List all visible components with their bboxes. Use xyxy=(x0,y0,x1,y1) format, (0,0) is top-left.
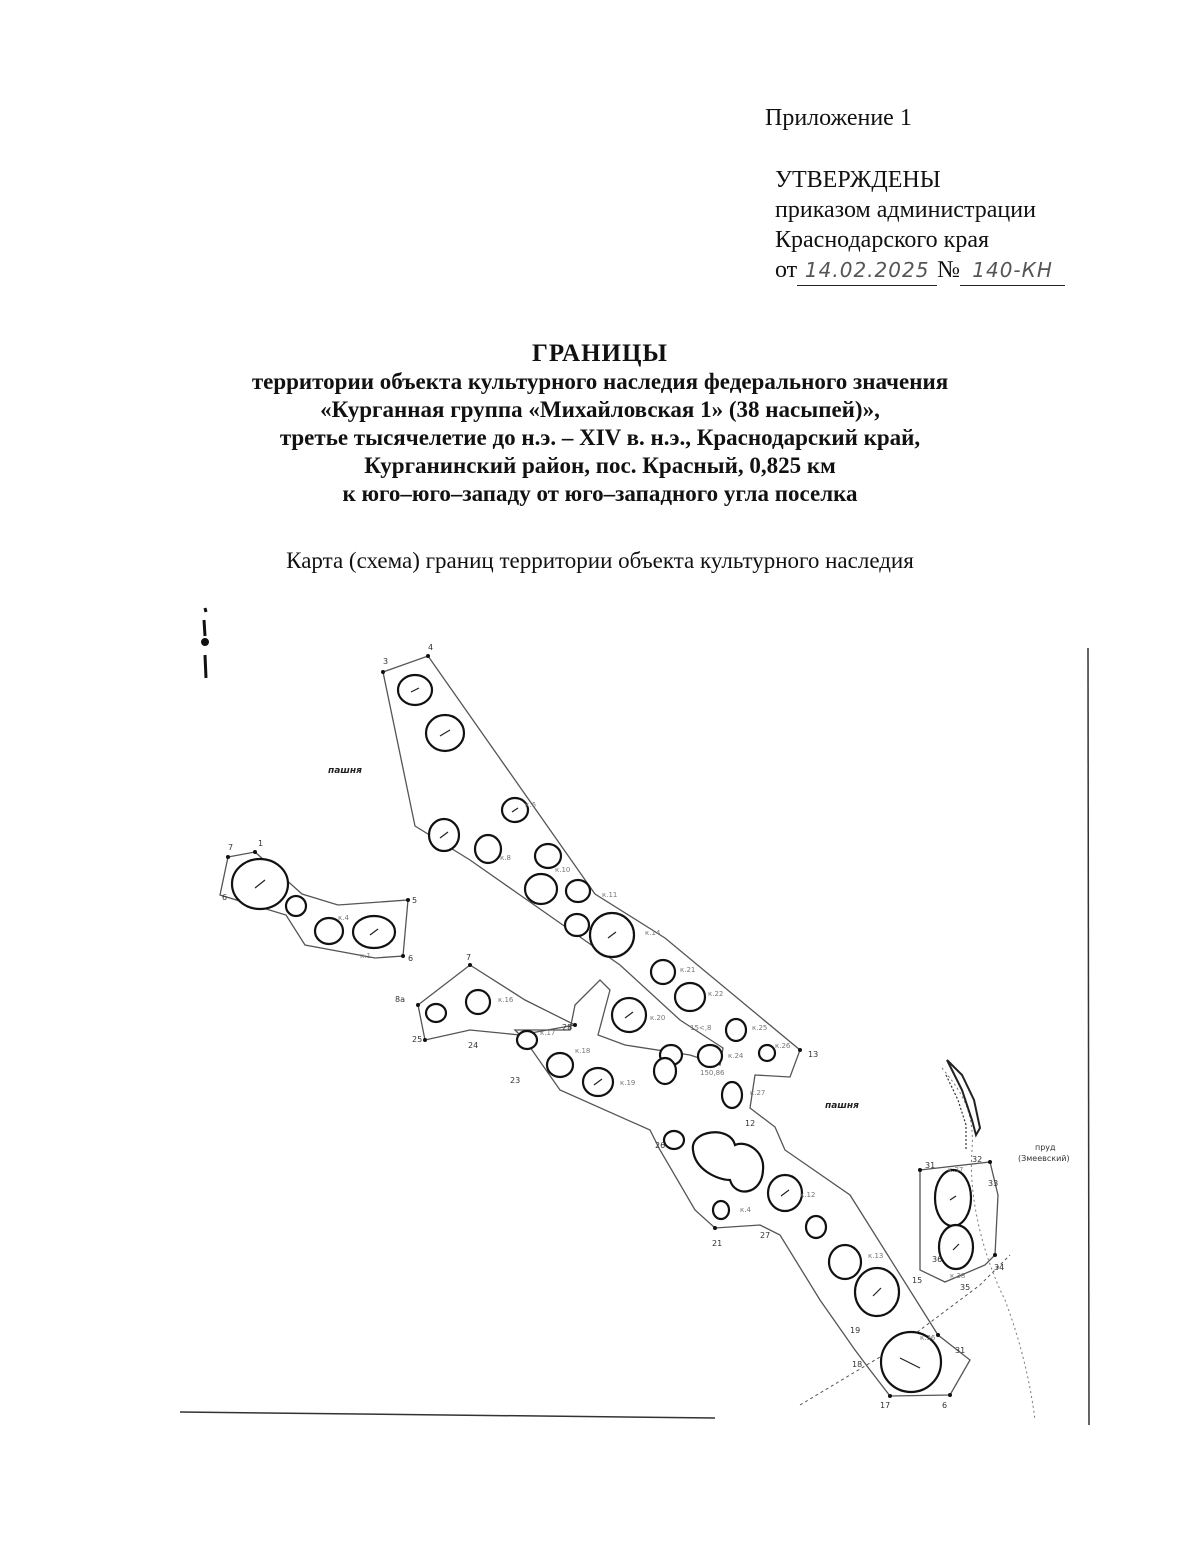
svg-text:к.4: к.4 xyxy=(740,1206,751,1214)
svg-text:17: 17 xyxy=(880,1401,891,1410)
mound xyxy=(475,835,501,863)
svg-text:к.6: к.6 xyxy=(525,801,536,809)
mound xyxy=(547,1053,573,1077)
mound xyxy=(466,990,490,1014)
svg-text:к.25: к.25 xyxy=(752,1024,768,1032)
svg-text:3: 3 xyxy=(383,657,389,666)
mound xyxy=(651,960,675,984)
mounds xyxy=(232,675,973,1392)
field-label-left: пашня xyxy=(328,766,362,776)
svg-text:23: 23 xyxy=(510,1076,521,1085)
svg-text:8a: 8a xyxy=(395,995,405,1004)
approved-label: УТВЕРЖДЕНЫ xyxy=(775,167,941,193)
svg-text:32: 32 xyxy=(972,1155,983,1164)
svg-text:к.10: к.10 xyxy=(555,866,571,874)
mound xyxy=(654,1058,676,1084)
svg-text:к.19: к.19 xyxy=(620,1079,636,1087)
mound xyxy=(566,880,590,902)
svg-text:к.18: к.18 xyxy=(575,1047,591,1055)
svg-text:к.20: к.20 xyxy=(650,1014,666,1022)
svg-text:6: 6 xyxy=(942,1401,948,1410)
map-caption: Карта (схема) границ территории объекта культурного наследия xyxy=(286,548,914,573)
mound xyxy=(426,1004,446,1022)
mound xyxy=(713,1201,729,1219)
mound xyxy=(726,1019,746,1041)
mound xyxy=(535,844,561,868)
svg-text:15<,8: 15<,8 xyxy=(690,1024,712,1032)
svg-text:31: 31 xyxy=(955,1346,966,1355)
svg-text:19: 19 xyxy=(850,1326,861,1335)
svg-text:к.36: к.36 xyxy=(920,1334,936,1342)
svg-text:к.13: к.13 xyxy=(868,1252,884,1260)
svg-text:24: 24 xyxy=(468,1041,479,1050)
appendix-label: Приложение 1 xyxy=(765,105,912,131)
svg-text:21: 21 xyxy=(712,1239,723,1248)
region-label: Краснодарского края xyxy=(775,227,990,253)
svg-text:7: 7 xyxy=(228,843,234,852)
svg-text:5: 5 xyxy=(412,896,418,905)
svg-text:35: 35 xyxy=(960,1283,971,1292)
handwritten-number: 140-КН xyxy=(960,255,1065,286)
field-label-right: пашня xyxy=(825,1101,859,1111)
north-arrow-icon xyxy=(203,608,208,678)
svg-text:к.1: к.1 xyxy=(360,952,371,960)
svg-text:7: 7 xyxy=(466,953,472,962)
svg-text:к.17: к.17 xyxy=(540,1029,556,1037)
mound xyxy=(722,1082,742,1108)
svg-text:36: 36 xyxy=(932,1255,943,1264)
svg-text:к.24: к.24 xyxy=(728,1052,744,1060)
mound xyxy=(664,1131,684,1149)
mound xyxy=(759,1045,775,1061)
title-line-6: к юго–юго–западу от юго–западного угла поселка xyxy=(342,481,858,506)
svg-text:к.26: к.26 xyxy=(775,1042,791,1050)
title-line-5: Курганинский район, пос. Красный, 0,825 км xyxy=(364,453,836,478)
svg-text:4: 4 xyxy=(428,643,434,652)
svg-text:к.22: к.22 xyxy=(708,990,724,998)
dam-shape xyxy=(946,1060,980,1150)
svg-text:6: 6 xyxy=(222,893,228,902)
map-frame xyxy=(180,648,1089,1425)
svg-text:150,86: 150,86 xyxy=(700,1069,725,1077)
title-main: ГРАНИЦЫ xyxy=(532,340,668,367)
mound xyxy=(698,1045,722,1067)
svg-text:15: 15 xyxy=(912,1276,923,1285)
svg-text:27: 27 xyxy=(760,1231,771,1240)
mound xyxy=(675,983,705,1011)
svg-text:к.12: к.12 xyxy=(800,1191,816,1199)
pond-label: пруд xyxy=(1035,1143,1056,1152)
mound xyxy=(286,896,306,916)
mound-double xyxy=(693,1132,763,1191)
svg-text:к.4: к.4 xyxy=(338,914,349,922)
number-prefix: № xyxy=(937,257,961,283)
svg-text:34: 34 xyxy=(994,1263,1005,1272)
svg-text:18: 18 xyxy=(852,1360,863,1369)
title-line-3: «Курганная группа «Михайловская 1» (38 насыпей)», xyxy=(320,397,880,422)
svg-text:26: 26 xyxy=(655,1141,666,1150)
svg-text:к.37: к.37 xyxy=(948,1166,964,1174)
mound xyxy=(517,1031,537,1049)
svg-text:1: 1 xyxy=(258,839,264,848)
svg-text:к.8: к.8 xyxy=(500,854,511,862)
date-prefix: от xyxy=(775,257,798,283)
title-line-2: территории объекта культурного наследия федерального значения xyxy=(251,369,949,394)
svg-text:к.14: к.14 xyxy=(645,929,661,937)
svg-text:13: 13 xyxy=(808,1050,819,1059)
title-line-4: третье тысячелетие до н.э. – XIV в. н.э., Краснодарский край, xyxy=(279,425,921,450)
svg-text:12: 12 xyxy=(745,1119,756,1128)
mound xyxy=(829,1245,861,1279)
svg-text:к.11: к.11 xyxy=(602,891,618,899)
mound xyxy=(565,914,589,936)
svg-text:к.27: к.27 xyxy=(750,1089,766,1097)
svg-text:33: 33 xyxy=(988,1179,999,1188)
svg-text:к.38: к.38 xyxy=(950,1272,966,1280)
mound xyxy=(806,1216,826,1238)
svg-text:28: 28 xyxy=(562,1023,573,1032)
by-order-label: приказом администрации xyxy=(775,197,1036,223)
svg-text:к.21: к.21 xyxy=(680,966,696,974)
svg-text:6: 6 xyxy=(408,954,414,963)
mound-labels xyxy=(338,801,965,1342)
pond-name-label: (Змеевский) xyxy=(1018,1154,1070,1163)
svg-text:25: 25 xyxy=(412,1035,423,1044)
mound xyxy=(525,874,557,904)
svg-text:31: 31 xyxy=(925,1161,936,1170)
handwritten-date: 14.02.2025 xyxy=(797,255,937,286)
svg-text:к.16: к.16 xyxy=(498,996,514,1004)
